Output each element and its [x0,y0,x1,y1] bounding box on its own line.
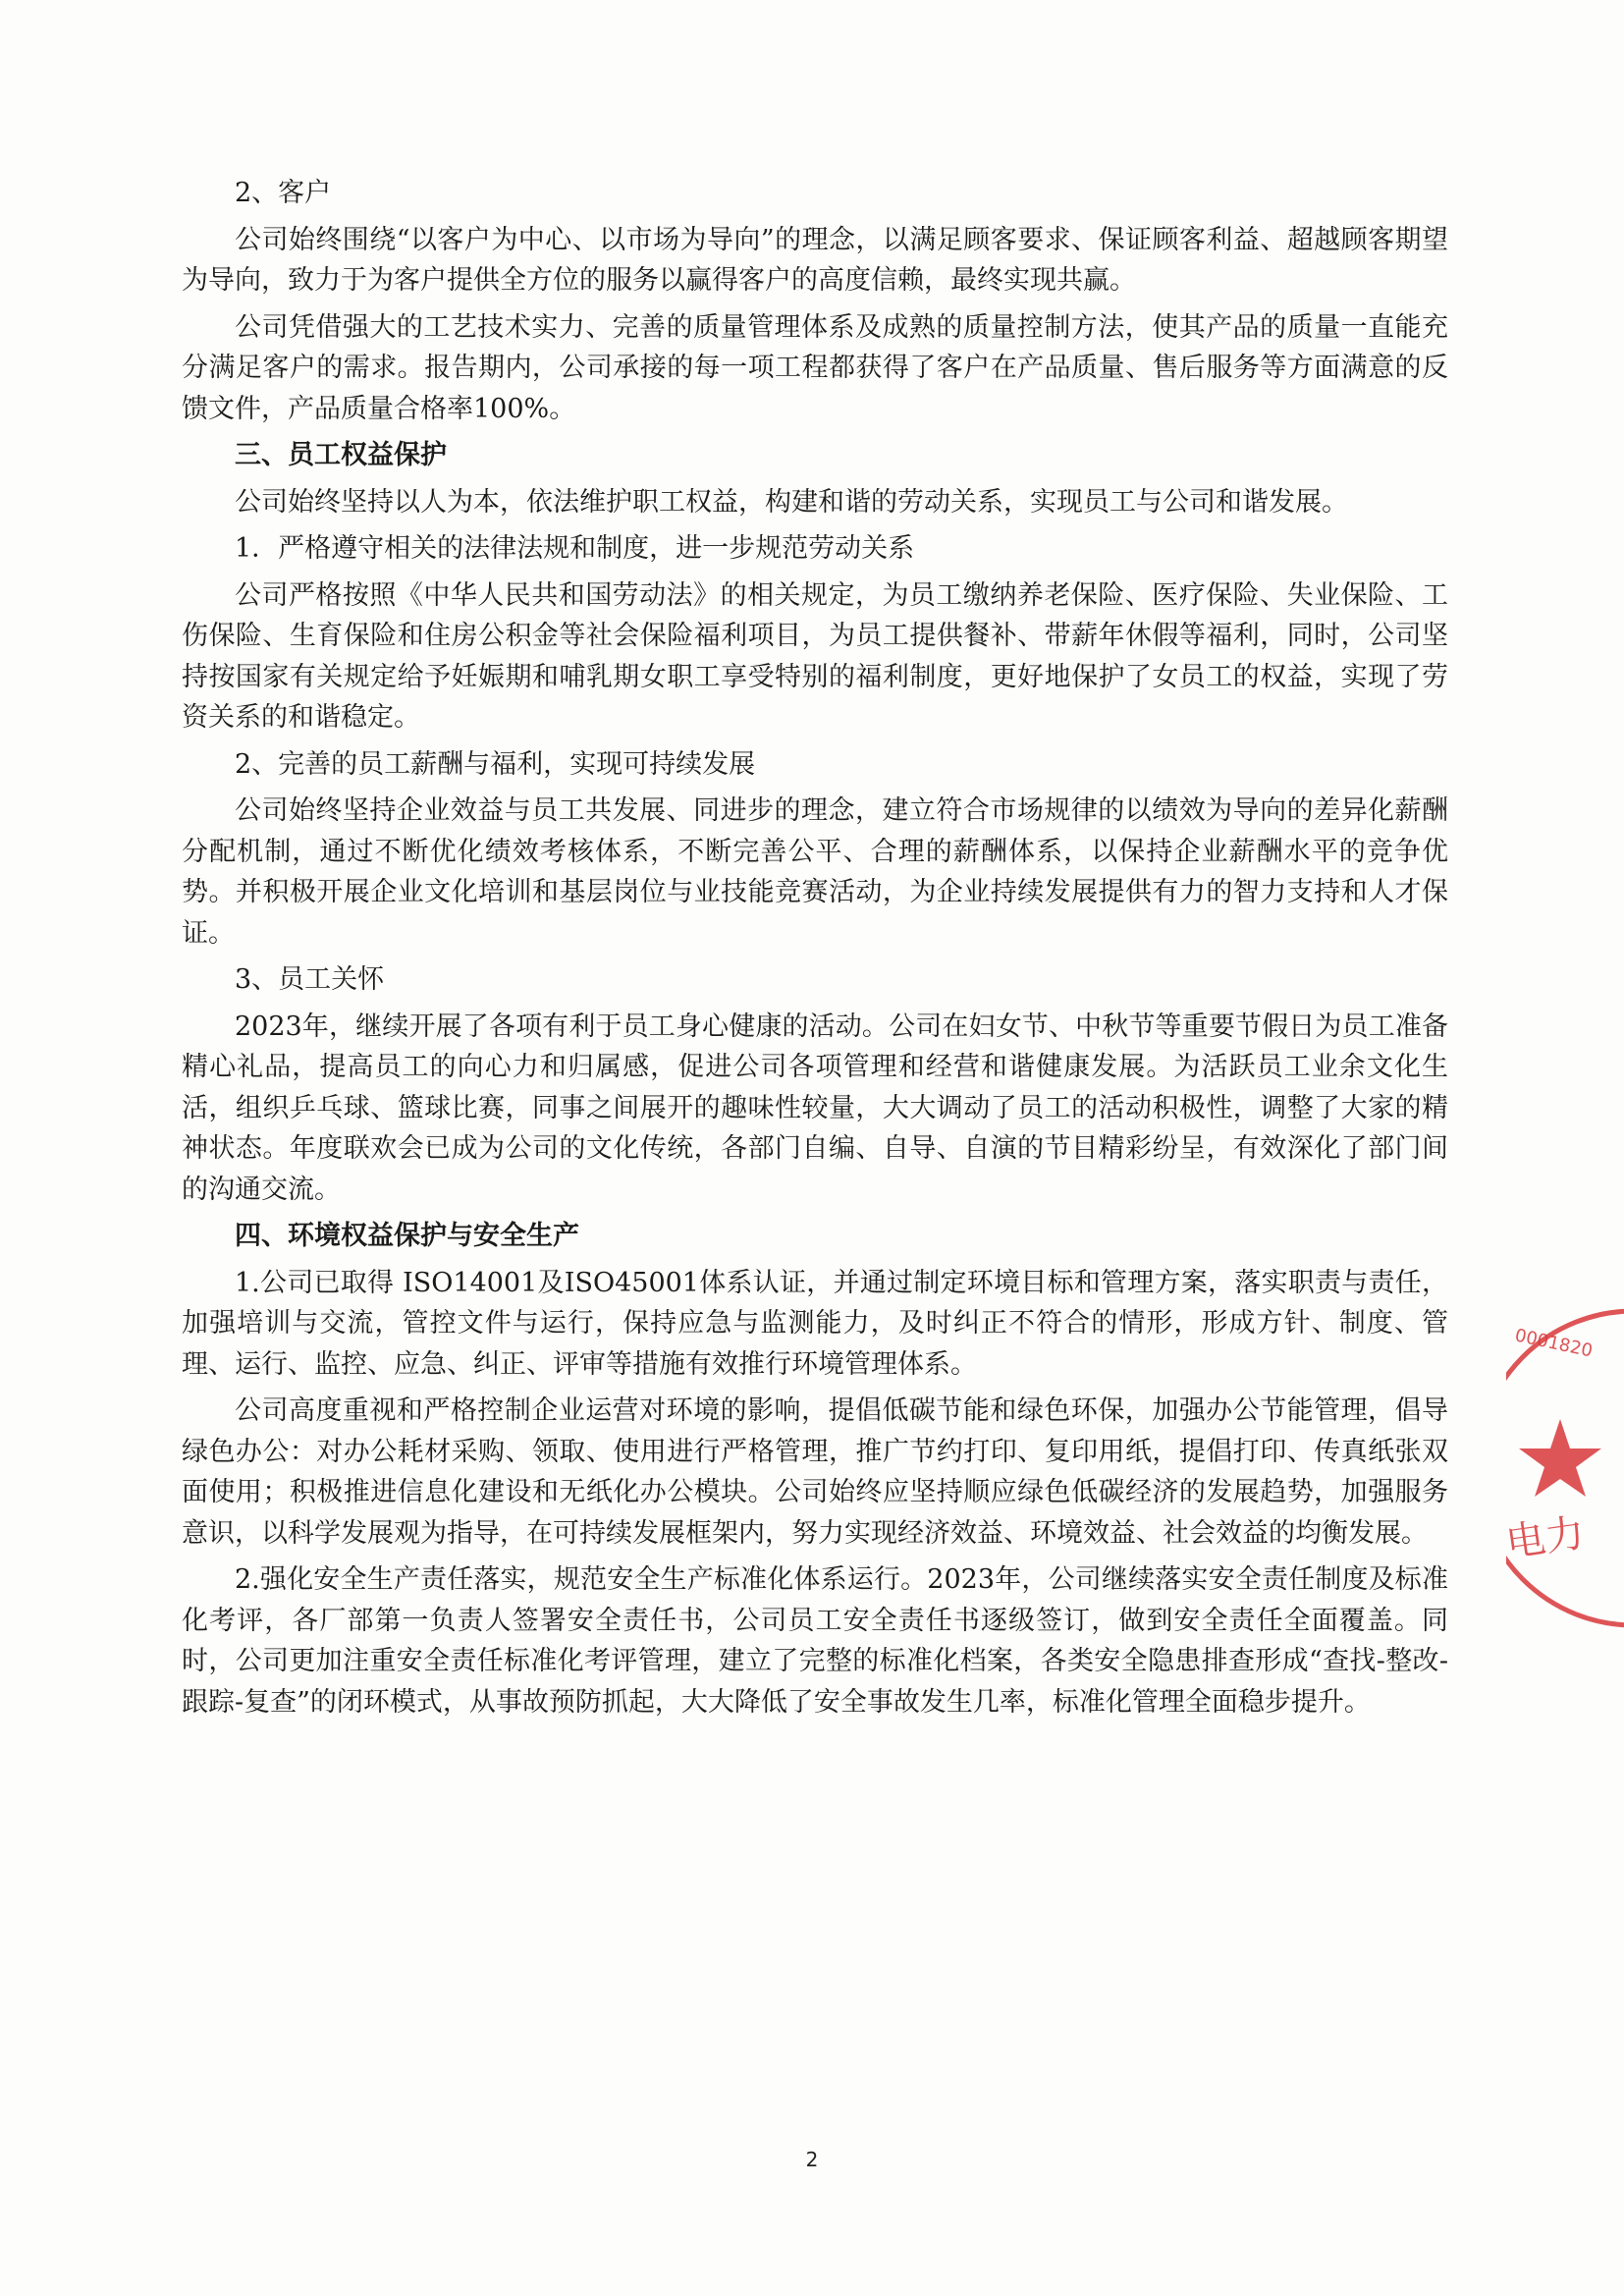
svg-text:0001820: 0001820 [1512,1325,1595,1362]
svg-text:电力: 电力 [1506,1510,1588,1566]
paragraph: 1.公司已取得 ISO14001及ISO45001体系认证，并通过制定环境目标和管理方案，落实职责与责任，加强培训与交流，管控文件与运行，保持应急与监测能力，及时纠正不符合的情形，形成方针、制度、管理、运行、监控、应急、纠正、评审等措施有效推行环境管理体系。 [182,1267,1448,1380]
subsection-heading-labor-law: 1．严格遵守相关的法律法规和制度，进一步规范劳动关系 [235,533,915,564]
paragraph: 公司始终围绕“以客户为中心、以市场为导向”的理念，以满足顾客要求、保证顾客利益、超越顾客期望为导向，致力于为客户提供全方位的服务以赢得客户的高度信赖，最终实现共赢。 [182,224,1448,296]
page-number: 2 [805,2148,819,2171]
paragraph: 2023年，继续开展了各项有利于员工身心健康的活动。公司在妇女节、中秋节等重要节假日为员工准备精心礼品，提高员工的向心力和归属感，促进公司各项管理和经营和谐健康发展。为活跃员工业余文化生活，组织乒乓球、篮球比赛，同事之间展开的趣味性较量，大大调动了员工的活动积极性，调整了大家的精神状态。年度联欢会已成为公司的文化传统，各部门自编、自导、自演的节目精彩纷呈，有效深化了部门间的沟通交流。 [182,1011,1448,1205]
paragraph: 公司始终坚持以人为本，依法维护职工权益，构建和谐的劳动关系，实现员工与公司和谐发展。 [235,486,1348,518]
paragraph: 公司严格按照《中华人民共和国劳动法》的相关规定，为员工缴纳养老保险、医疗保险、失业保险、工伤保险、生育保险和住房公积金等社会保险福利项目，为员工提供餐补、带薪年休假等福利，同时，公司坚持按国家有关规定给予妊娠期和哺乳期女职工享受特别的福利制度，更好地保护了女员工的权益，实现了劳资关系的和谐稳定。 [182,579,1448,733]
company-seal-stamp [1506,1301,1624,1635]
star-icon [1519,1419,1601,1497]
paragraph: 2.强化安全生产责任落实，规范安全生产标准化体系运行。2023年，公司继续落实安全责任制度及标准化考评，各厂部第一负责人签署安全责任书，公司员工安全责任书逐级签订，做到安全责任全面覆盖。同时，公司更加注重安全责任标准化考评管理，建立了完整的标准化档案，各类安全隐患排查形成“查找-整改-跟踪-复查”的闭环模式，从事故预防抓起，大大降低了安全事故发生几率，标准化管理全面稳步提升。 [182,1564,1448,1718]
paragraph: 公司凭借强大的工艺技术实力、完善的质量管理体系及成熟的质量控制方法，使其产品的质量一直能充分满足客户的需求。报告期内，公司承接的每一项工程都获得了客户在产品质量、售后服务等方面满意的反馈文件，产品质量合格率100%。 [182,311,1448,424]
subsection-heading-compensation: 2、完善的员工薪酬与福利，实现可持续发展 [235,748,756,780]
paragraph: 公司始终坚持企业效益与员工共发展、同进步的理念，建立符合市场规律的以绩效为导向的差异化薪酬分配机制，通过不断优化绩效考核体系，不断完善公平、合理的薪酬体系，以保持企业薪酬水平的竞争优势。并积极开展企业文化培训和基层岗位与业技能竞赛活动，为企业持续发展提供有力的智力支持和人才保证。 [182,795,1448,949]
section-heading-employee-rights: 三、员工权益保护 [235,440,447,470]
document-body [182,173,1448,1728]
paragraph: 公司高度重视和严格控制企业运营对环境的影响，提倡低碳节能和绿色环保，加强办公节能管理，倡导绿色办公：对办公耗材采购、领取、使用进行严格管理，推广节约打印、复印用纸，提倡打印、传真纸张双面使用；积极推进信息化建设和无纸化办公模块。公司始终应坚持顺应绿色低碳经济的发展趋势，加强服务意识，以科学发展观为指导，在可持续发展框架内，努力实现经济效益、环境效益、社会效益的均衡发展。 [182,1395,1448,1549]
section-heading-environment-safety: 四、环境权益保护与安全生产 [235,1221,579,1251]
subsection-heading-employee-care: 3、员工关怀 [235,964,385,995]
subsection-heading-customers: 2、客户 [235,178,332,208]
